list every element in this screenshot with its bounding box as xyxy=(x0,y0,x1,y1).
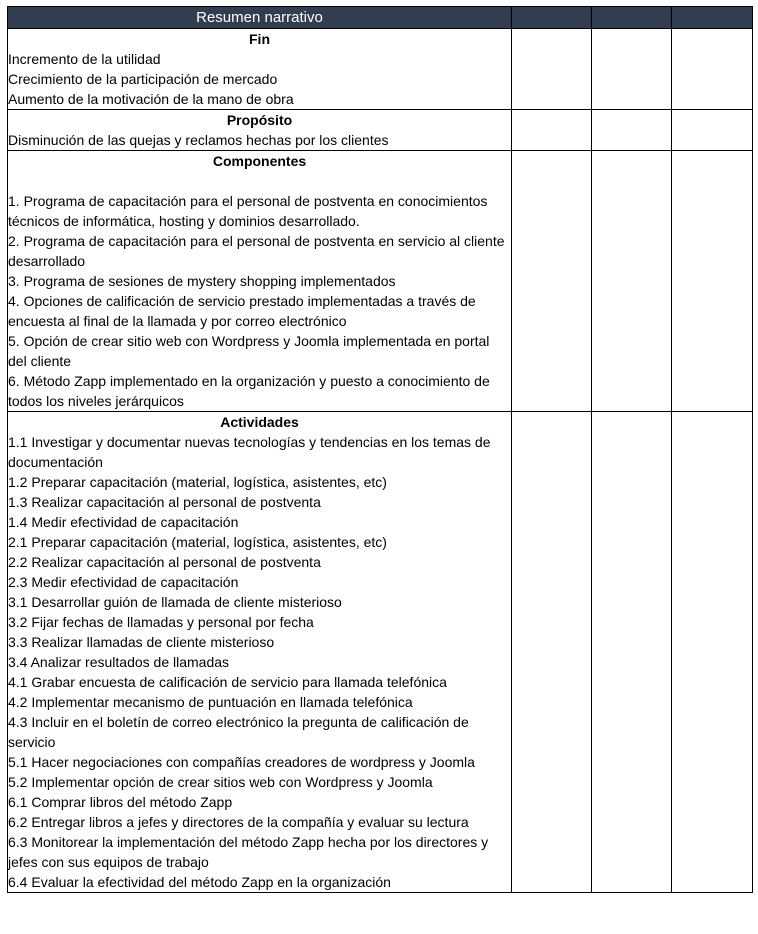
list-item: 1.3 Realizar capacitación al personal de postventa xyxy=(8,494,321,510)
list-item: 1.1 Investigar y documentar nuevas tecnologías y tendencias en los temas de documentación xyxy=(8,434,491,470)
list-item: 3.1 Desarrollar guión de llamada de cliente misterioso xyxy=(8,594,342,610)
list-item: Aumento de la motivación de la mano de obra xyxy=(8,91,294,107)
section-componentes-cell xyxy=(8,151,512,412)
list-item: 4.3 Incluir en el boletín de correo electrónico la pregunta de calificación de servicio xyxy=(8,714,469,750)
section-proposito-row xyxy=(8,110,753,151)
header-col-2 xyxy=(512,7,592,29)
section-title-actividades: Actividades xyxy=(220,414,299,430)
narrative-summary-table xyxy=(7,6,753,893)
list-item: 4. Opciones de calificación de servicio prestado implementadas a través de encuesta al final de la llamada y por correo electrónico xyxy=(8,293,476,329)
list-item: 5.2 Implementar opción de crear sitios web con Wordpress y Joomla xyxy=(8,774,433,790)
header-col-4 xyxy=(672,7,753,29)
list-item: 2.3 Medir efectividad de capacitación xyxy=(8,574,239,590)
empty-cell xyxy=(512,151,592,412)
empty-cell xyxy=(672,110,753,151)
section-fin-row xyxy=(8,29,753,110)
list-item: 5. Opción de crear sitio web con Wordpress y Joomla implementada en portal del cliente xyxy=(8,333,490,369)
empty-cell xyxy=(592,29,672,110)
empty-cell xyxy=(512,29,592,110)
list-item: Disminución de las quejas y reclamos hechas por los clientes xyxy=(8,132,389,148)
section-componentes-row xyxy=(8,151,753,412)
list-item: Incremento de la utilidad xyxy=(8,51,161,67)
table-header-row xyxy=(8,7,753,29)
list-item: 3.4 Analizar resultados de llamadas xyxy=(8,654,230,670)
list-item: 6.4 Evaluar la efectividad del método Zapp en la organización xyxy=(8,874,391,890)
list-item: 1. Programa de capacitación para el personal de postventa en conocimientos técnicos de informática, hosting y dominios desarrollado. xyxy=(8,193,488,229)
list-item: 4.2 Implementar mecanismo de puntuación en llamada telefónica xyxy=(8,694,413,710)
list-item: 6.2 Entregar libros a jefes y directores de la compañía y evaluar su lectura xyxy=(8,814,469,830)
empty-cell xyxy=(512,412,592,893)
section-proposito-cell xyxy=(8,110,512,151)
list-item: 1.2 Preparar capacitación (material, logística, asistentes, etc) xyxy=(8,474,387,490)
empty-cell xyxy=(672,412,753,893)
section-fin-cell xyxy=(8,29,512,110)
empty-cell xyxy=(592,110,672,151)
header-col-3 xyxy=(592,7,672,29)
empty-cell xyxy=(592,412,672,893)
empty-cell xyxy=(592,151,672,412)
section-title-fin: Fin xyxy=(249,31,270,47)
section-actividades-cell xyxy=(8,412,512,893)
list-item: 6. Método Zapp implementado en la organización y puesto a conocimiento de todos los niveles jerárquicos xyxy=(8,373,490,409)
section-title-componentes: Componentes xyxy=(212,153,307,169)
list-item: 6.3 Monitorear la implementación del método Zapp hecha por los directores y jefes con sus equipos de trabajo xyxy=(8,834,489,870)
list-item: 2. Programa de capacitación para el personal de postventa en servicio al cliente desarrollado xyxy=(8,233,505,269)
list-item: 3.3 Realizar llamadas de cliente misterioso xyxy=(8,634,275,650)
list-item: Crecimiento de la participación de mercado xyxy=(8,71,278,87)
section-title-proposito: Propósito xyxy=(226,112,293,128)
empty-cell xyxy=(672,29,753,110)
list-item: 3. Programa de sesiones de mystery shopping implementados xyxy=(8,273,396,289)
list-item: 1.4 Medir efectividad de capacitación xyxy=(8,514,239,530)
list-item: 6.1 Comprar libros del método Zapp xyxy=(8,794,233,810)
section-actividades-row xyxy=(8,412,753,893)
empty-cell xyxy=(512,110,592,151)
list-item: 2.1 Preparar capacitación (material, logística, asistentes, etc) xyxy=(8,534,387,550)
header-resumen-narrativo: Resumen narrativo xyxy=(8,7,512,29)
list-item: 2.2 Realizar capacitación al personal de postventa xyxy=(8,554,321,570)
list-item: 4.1 Grabar encuesta de calificación de servicio para llamada telefónica xyxy=(8,674,447,690)
list-item: 5.1 Hacer negociaciones con compañías creadores de wordpress y Joomla xyxy=(8,754,475,770)
list-item: 3.2 Fijar fechas de llamadas y personal por fecha xyxy=(8,614,314,630)
blank-line xyxy=(8,171,511,191)
empty-cell xyxy=(672,151,753,412)
